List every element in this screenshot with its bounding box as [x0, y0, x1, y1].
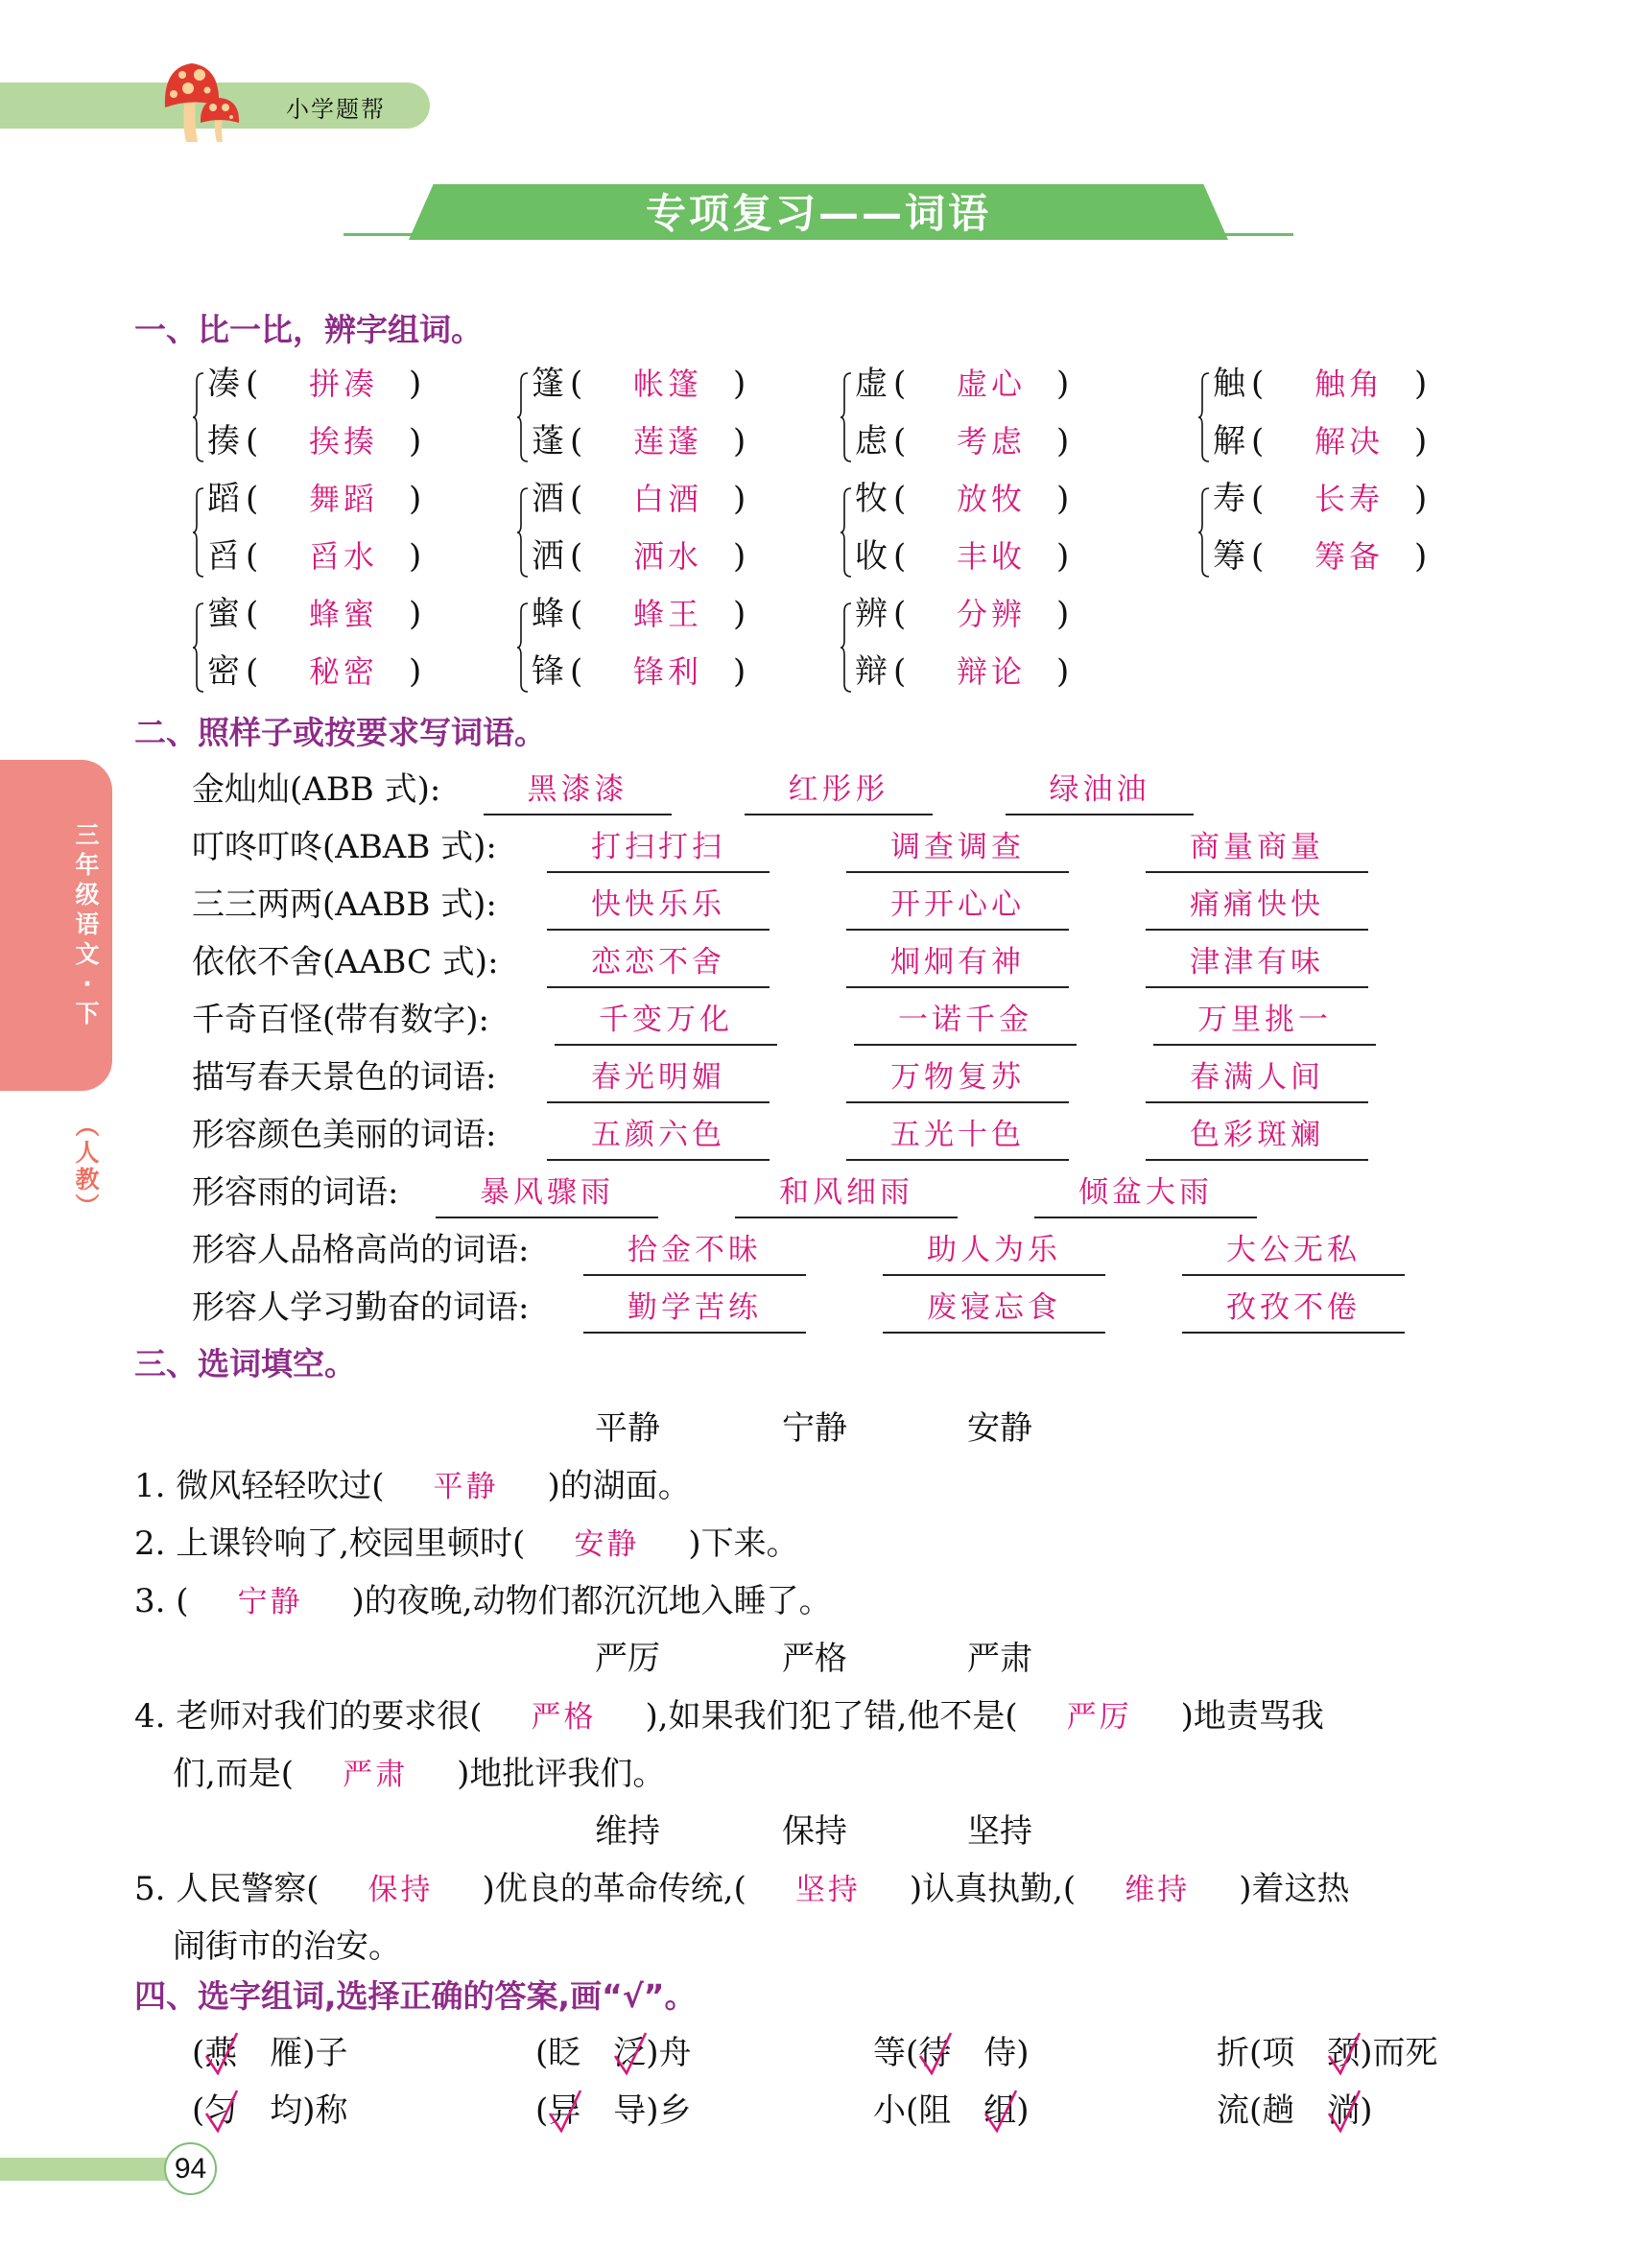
grade-label: 三 年 级 语 文 · 下 [75, 821, 100, 1028]
target-char: 密 [207, 652, 240, 691]
paren-close: ) [1056, 480, 1070, 518]
sentence-text: 1. 微风轻轻吹过( [134, 1467, 385, 1505]
paren-open: ( [570, 422, 583, 461]
choice-word: 平静 [595, 1409, 660, 1448]
answer-blank[interactable]: 拾金不昧 [583, 1226, 806, 1276]
sentence-text: 们,而是( [173, 1755, 295, 1793]
answer-blank[interactable]: 春光明媚 [547, 1053, 770, 1103]
word-row [192, 766, 1439, 814]
answer-blank[interactable]: 快快乐乐 [547, 881, 770, 931]
paren-open: ( [570, 537, 583, 576]
answer-blank[interactable]: 大公无私 [1182, 1226, 1405, 1276]
target-char: 蜜 [207, 595, 240, 633]
fill-answer[interactable]: 坚持 [794, 1873, 861, 1907]
paren-open: ( [1251, 480, 1265, 518]
word-pair [840, 360, 1156, 475]
target-char: 筹 [1213, 537, 1245, 576]
answer-word[interactable]: 拼凑 [309, 366, 379, 402]
answer-word[interactable]: 分辨 [957, 596, 1027, 632]
answer-blank[interactable]: 万物复苏 [846, 1053, 1069, 1103]
answer-blank[interactable]: 千变万化 [555, 996, 777, 1046]
choice-suffix: ) [1016, 2091, 1030, 2130]
answer-word[interactable]: 舀水 [309, 538, 379, 575]
choice-word: 安静 [967, 1409, 1032, 1448]
word-pair [1197, 475, 1514, 590]
target-char: 蹈 [207, 480, 240, 518]
word-row [192, 1169, 1439, 1217]
answer-blank[interactable]: 红彤彤 [745, 766, 933, 815]
paren-close: ) [1414, 365, 1428, 403]
choice-word: 宁静 [782, 1409, 847, 1448]
paren-open: ( [893, 537, 907, 576]
paren-open: ( [246, 480, 259, 518]
row-label: 三三两两(AABB 式): [192, 886, 497, 924]
choice-suffix: )称 [302, 2091, 348, 2130]
sentence [173, 1923, 401, 1971]
word-pair-row [532, 532, 752, 580]
paren-close: ) [733, 480, 746, 518]
word-row [192, 881, 1439, 929]
page-title-banner [343, 173, 1293, 240]
fill-answer[interactable]: 严肃 [343, 1758, 409, 1792]
target-char: 篷 [532, 365, 564, 403]
sentence-text: )地批评我们。 [457, 1755, 666, 1793]
word-pair-row [207, 417, 428, 465]
word-pair-row [532, 360, 752, 408]
choice-option[interactable]: 组 [983, 2087, 1016, 2135]
word-pair [516, 475, 833, 590]
brace-icon [516, 371, 530, 463]
answer-blank[interactable]: 调查调查 [846, 823, 1069, 873]
choice-option[interactable]: 泛 [613, 2029, 646, 2077]
paren-close: ) [733, 652, 746, 691]
sentence [134, 1520, 799, 1569]
paren-open: ( [246, 652, 259, 691]
answer-blank[interactable]: 和风细雨 [735, 1169, 958, 1218]
target-char: 辨 [855, 595, 888, 633]
word-pair-row [1213, 475, 1433, 523]
word-pair-row [207, 590, 428, 638]
answer-blank[interactable]: 色彩斑斓 [1146, 1111, 1368, 1161]
row-label: 叮咚叮咚(ABAB 式): [192, 828, 497, 866]
page-number: 94 [164, 2142, 217, 2195]
word-pair-row [1213, 360, 1433, 408]
fill-answer[interactable]: 平静 [433, 1470, 499, 1504]
answer-word[interactable]: 虚心 [957, 366, 1027, 402]
fill-answer[interactable]: 严厉 [1066, 1700, 1132, 1735]
sentence-text: )着这热 [1239, 1870, 1350, 1908]
paren-open: ( [1251, 537, 1265, 576]
choice-word: 保持 [782, 1812, 847, 1851]
checkmark-icon [916, 2031, 955, 2075]
brace-icon [192, 602, 205, 694]
row-label: 形容颜色美丽的词语: [192, 1116, 497, 1154]
paren-close: ) [733, 537, 746, 576]
answer-blank[interactable]: 孜孜不倦 [1182, 1284, 1405, 1334]
paren-close: ) [409, 480, 422, 518]
word-pair-row [207, 360, 428, 408]
answer-word[interactable]: 舞蹈 [309, 481, 379, 517]
choice-suffix: ) [1360, 2091, 1373, 2130]
choice-option[interactable]: 眨 [548, 2034, 581, 2072]
answer-word[interactable]: 丰收 [957, 538, 1027, 575]
word-pair [840, 475, 1156, 590]
target-char: 凑 [207, 365, 240, 403]
answer-blank[interactable]: 五光十色 [846, 1111, 1069, 1161]
paren-open: ( [246, 422, 259, 461]
word-pair-row [207, 532, 428, 580]
fill-answer[interactable]: 维持 [1125, 1873, 1191, 1907]
sentence-text: )的湖面。 [547, 1467, 691, 1505]
choice-suffix: ) [1016, 2034, 1030, 2072]
word-row [192, 1111, 1439, 1159]
sentence-text: )认真执勤,( [909, 1870, 1077, 1908]
mushroom-small-icon [200, 96, 240, 144]
choice-option[interactable]: 颈 [1327, 2029, 1360, 2077]
checkmark-icon [1325, 2089, 1363, 2133]
checkmark-icon [1325, 2031, 1363, 2075]
paren-open: ( [570, 595, 583, 633]
answer-word[interactable]: 白酒 [633, 481, 703, 517]
target-char: 虚 [855, 365, 888, 403]
page-title: 专项复习——词语 [645, 190, 991, 237]
brace-icon [192, 371, 205, 463]
answer-blank[interactable]: 废寝忘食 [883, 1284, 1105, 1334]
choice-item [535, 2087, 692, 2135]
word-row [192, 938, 1439, 986]
target-char: 辩 [855, 652, 888, 691]
word-pair-row [855, 590, 1076, 638]
paren-open: ( [570, 652, 583, 691]
answer-word[interactable]: 秘密 [309, 653, 379, 690]
fill-answer[interactable]: 安静 [574, 1527, 640, 1562]
row-label: 千奇百怪(带有数字): [192, 1001, 489, 1039]
answer-blank[interactable]: 绿油油 [1006, 766, 1194, 815]
target-char: 酒 [532, 480, 564, 518]
target-char: 揍 [207, 422, 240, 461]
paren-open: ( [570, 480, 583, 518]
choice-option[interactable]: 待 [918, 2029, 951, 2077]
checkmark-icon [546, 2089, 584, 2133]
sentence-text: 2. 上课铃响了,校园里顿时( [134, 1524, 526, 1563]
answer-word[interactable]: 洒水 [633, 538, 703, 575]
paren-open: ( [893, 480, 907, 518]
brand-name: 小学题帮 [286, 96, 386, 123]
footer-bar [0, 2158, 182, 2181]
sentence-text: )下来。 [688, 1524, 799, 1563]
section1-heading: 一、比一比，辨字组词。 [134, 311, 483, 348]
answer-word[interactable]: 触角 [1314, 366, 1385, 402]
answer-blank[interactable]: 津津有味 [1146, 938, 1368, 988]
choice-item [192, 2087, 348, 2135]
answer-blank[interactable]: 炯炯有神 [846, 938, 1069, 988]
sentence-text: 5. 人民警察( [134, 1870, 320, 1908]
answer-blank[interactable]: 暴风骤雨 [436, 1169, 658, 1218]
paren-close: ) [409, 365, 422, 403]
choice-prefix: ( [192, 2091, 205, 2130]
paren-close: ) [409, 422, 422, 461]
sentence-text: )优良的革命传统,( [482, 1870, 746, 1908]
sentence-text: 3. ( [134, 1582, 189, 1620]
paren-close: ) [1056, 537, 1070, 576]
brace-icon [192, 486, 205, 579]
choice-word: 坚持 [967, 1812, 1032, 1851]
answer-blank[interactable]: 万里挑一 [1153, 996, 1376, 1046]
choice-option[interactable]: 阻 [918, 2091, 952, 2130]
answer-word[interactable]: 放牧 [957, 481, 1027, 517]
paren-close: ) [409, 595, 422, 633]
choice-prefix: ( [535, 2091, 549, 2130]
target-char: 牧 [855, 480, 888, 518]
word-pair-row [1213, 417, 1433, 465]
target-char: 蜂 [532, 595, 564, 633]
word-row [192, 1053, 1439, 1101]
choice-prefix: ( [192, 2034, 205, 2072]
checkmark-icon [202, 2031, 241, 2075]
row-label: 形容人品格高尚的词语: [192, 1231, 530, 1269]
checkmark-icon [202, 2089, 241, 2133]
answer-word[interactable]: 解决 [1314, 423, 1385, 460]
word-row [192, 1284, 1439, 1332]
choice-prefix: 等( [873, 2034, 919, 2072]
paren-close: ) [733, 365, 746, 403]
fill-answer[interactable]: 严格 [531, 1700, 597, 1735]
answer-word[interactable]: 考虑 [957, 423, 1027, 460]
row-label: 金灿灿(ABB 式): [192, 770, 441, 809]
answer-word[interactable]: 辩论 [957, 653, 1027, 690]
word-pair-row [855, 360, 1076, 408]
word-pair [192, 360, 509, 475]
row-label: 形容人学习勤奋的词语: [192, 1288, 530, 1327]
target-char: 收 [855, 537, 888, 576]
target-char: 触 [1213, 365, 1245, 403]
paren-close: ) [1414, 537, 1428, 576]
answer-blank[interactable]: 开开心心 [846, 881, 1069, 931]
answer-blank[interactable]: 勤学苦练 [583, 1284, 806, 1334]
word-pair [840, 590, 1156, 705]
choice-option[interactable]: 趟 [1262, 2091, 1295, 2130]
paren-open: ( [893, 652, 907, 691]
choice-item [535, 2029, 692, 2077]
choice-prefix: 流( [1217, 2091, 1263, 2130]
word-pair-row [532, 648, 752, 696]
paren-close: ) [733, 595, 746, 633]
choice-word: 维持 [595, 1812, 660, 1851]
answer-word[interactable]: 帐篷 [633, 366, 703, 402]
word-pair-row [855, 417, 1076, 465]
answer-blank[interactable]: 一诺千金 [854, 996, 1077, 1046]
brace-icon [840, 486, 853, 579]
paren-open: ( [893, 422, 907, 461]
brace-icon [1197, 486, 1211, 579]
answer-word[interactable]: 莲蓬 [633, 423, 703, 460]
word-pair-row [207, 475, 428, 523]
sentence-text: 4. 老师对我们的要求很( [134, 1697, 483, 1736]
paren-open: ( [246, 537, 259, 576]
word-row [192, 823, 1439, 871]
brace-icon [840, 602, 853, 694]
fill-answer[interactable]: 保持 [367, 1873, 434, 1907]
choice-option[interactable]: 匀 [204, 2087, 237, 2135]
fill-answer[interactable]: 宁静 [237, 1585, 303, 1619]
target-char: 舀 [207, 537, 240, 576]
paren-open: ( [893, 595, 907, 633]
choice-option[interactable]: 侍 [983, 2034, 1017, 2072]
word-pair [192, 590, 509, 705]
checkmark-icon [611, 2031, 650, 2075]
answer-blank[interactable]: 助人为乐 [883, 1226, 1105, 1276]
choice-option[interactable]: 均 [270, 2091, 303, 2130]
paren-open: ( [570, 365, 583, 403]
word-pair-row [532, 590, 752, 638]
paren-open: ( [1251, 422, 1265, 461]
word-pair-row [855, 475, 1076, 523]
choice-suffix: )舟 [646, 2034, 692, 2072]
word-pair [192, 475, 509, 590]
target-char: 解 [1213, 422, 1245, 461]
edition-label: ︵ 人 教 ︶ [75, 1112, 100, 1220]
word-pair-row [855, 648, 1076, 696]
choice-word: 严格 [782, 1640, 847, 1678]
sentence-text: 闹街市的治安。 [173, 1927, 401, 1966]
choice-item [1217, 2029, 1438, 2077]
choice-item [873, 2087, 1030, 2135]
word-pair-row [207, 648, 428, 696]
answer-word[interactable]: 挨揍 [309, 423, 379, 460]
choice-suffix: )子 [302, 2034, 348, 2072]
word-row [192, 1226, 1439, 1274]
choice-option[interactable]: 导 [613, 2091, 647, 2130]
choice-item [1217, 2087, 1373, 2135]
section4-heading: 四、选字组词,选择正确的答案,画“√”。 [134, 1977, 697, 2015]
sentence-text: ),如果我们犯了错,他不是( [645, 1697, 1018, 1736]
paren-close: ) [1414, 480, 1428, 518]
paren-open: ( [1251, 365, 1265, 403]
row-label: 形容雨的词语: [192, 1173, 399, 1212]
row-label: 依依不舍(AABC 式): [192, 943, 499, 981]
choice-prefix: 小( [873, 2091, 919, 2130]
choice-item [192, 2029, 348, 2077]
target-char: 洒 [532, 537, 564, 576]
target-char: 锋 [532, 652, 564, 691]
checkmark-icon [982, 2089, 1020, 2133]
word-pair-row [1213, 532, 1433, 580]
paren-open: ( [246, 595, 259, 633]
choice-suffix: )乡 [646, 2091, 692, 2130]
answer-blank[interactable]: 黑漆漆 [484, 766, 672, 815]
target-char: 寿 [1213, 480, 1245, 518]
paren-close: ) [1056, 365, 1070, 403]
sentence [134, 1865, 1349, 1914]
row-label: 描写春天景色的词语: [192, 1058, 497, 1097]
paren-close: ) [409, 652, 422, 691]
choice-option[interactable]: 雁 [270, 2034, 303, 2072]
target-char: 虑 [855, 422, 888, 461]
paren-close: ) [1056, 595, 1070, 633]
word-row [192, 996, 1439, 1044]
choice-item [873, 2029, 1030, 2077]
target-char: 蓬 [532, 422, 564, 461]
sentence-text: )地责骂我 [1180, 1697, 1324, 1736]
word-pair [516, 590, 833, 705]
brace-icon [516, 486, 530, 579]
sentence [134, 1577, 832, 1626]
choice-word: 严肃 [967, 1640, 1032, 1678]
answer-blank[interactable]: 打扫打扫 [547, 823, 770, 873]
answer-word[interactable]: 蜂王 [633, 596, 703, 632]
section3-heading: 三、选词填空。 [134, 1345, 356, 1382]
paren-close: ) [409, 537, 422, 576]
paren-close: ) [733, 422, 746, 461]
brace-icon [840, 371, 853, 463]
answer-blank[interactable]: 倾盆大雨 [1034, 1169, 1257, 1218]
paren-close: ) [1056, 422, 1070, 461]
choice-option[interactable]: 淌 [1327, 2087, 1360, 2135]
choice-option[interactable]: 燕 [204, 2029, 237, 2077]
paren-close: ) [1414, 422, 1428, 461]
answer-blank[interactable]: 商量商量 [1146, 823, 1368, 873]
answer-word[interactable]: 锋利 [633, 653, 703, 690]
word-pair [1197, 360, 1514, 475]
choice-prefix: ( [535, 2034, 549, 2072]
brace-icon [1197, 371, 1211, 463]
sentence [173, 1750, 665, 1799]
choice-word: 严厉 [595, 1640, 660, 1678]
answer-blank[interactable]: 春满人间 [1146, 1053, 1368, 1103]
sentence [134, 1462, 691, 1511]
choice-option[interactable]: 异 [548, 2087, 580, 2135]
answer-word[interactable]: 蜂蜜 [309, 596, 379, 632]
word-pair [516, 360, 833, 475]
answer-word[interactable]: 长寿 [1314, 481, 1385, 517]
answer-blank[interactable]: 五颜六色 [547, 1111, 770, 1161]
answer-blank[interactable]: 恋恋不舍 [547, 938, 770, 988]
paren-close: ) [1056, 652, 1070, 691]
sentence-text: )的夜晚,动物们都沉沉地入睡了。 [351, 1582, 832, 1620]
brace-icon [516, 602, 530, 694]
choice-option[interactable]: 项 [1262, 2034, 1295, 2072]
word-pair-row [532, 475, 752, 523]
answer-word[interactable]: 筹备 [1314, 538, 1385, 575]
choice-suffix: )而死 [1360, 2034, 1438, 2072]
paren-open: ( [893, 365, 907, 403]
section2-heading: 二、照样子或按要求写词语。 [134, 714, 546, 751]
choice-prefix: 折( [1217, 2034, 1263, 2072]
sentence [134, 1692, 1324, 1741]
answer-blank[interactable]: 痛痛快快 [1146, 881, 1368, 931]
paren-open: ( [246, 365, 259, 403]
word-pair-row [532, 417, 752, 465]
word-pair-row [855, 532, 1076, 580]
